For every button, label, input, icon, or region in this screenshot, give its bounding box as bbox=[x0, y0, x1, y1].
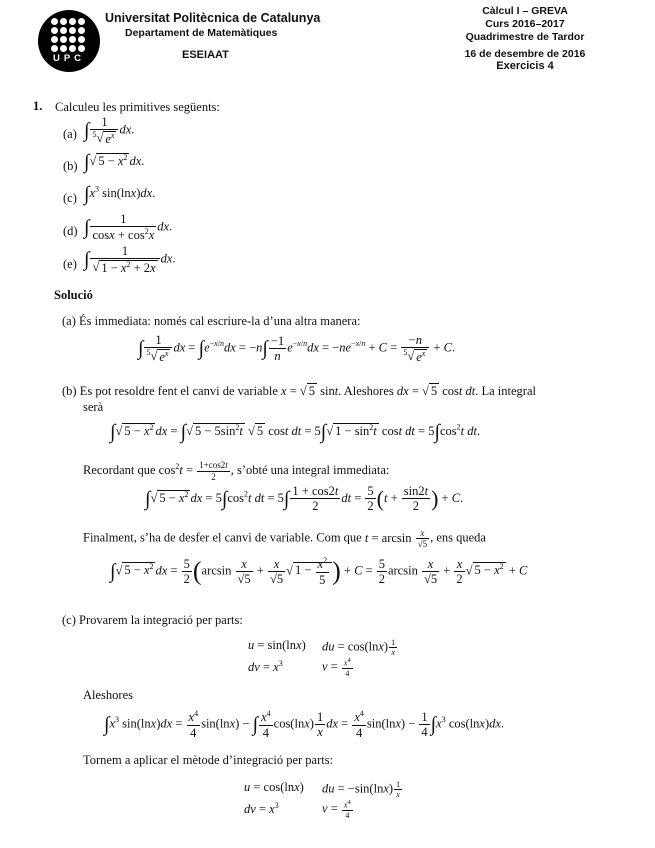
solution-b-equation1: ∫√ $5 - x^2$ dx = ∫√ $5 - 5\sin^2t$ √ 5 cost dt = 5∫√ $1 - \sin^2t$ cost dt = $5\int\cos^2t$ dt. bbox=[110, 421, 481, 443]
solution-b-equation3: ∫√ $5 - x^2$ dx = $\frac{5}{2}$ (arcsin $\frac{x}{√5}$ + $\frac{x}{√5}$ √ 1 − $\frac{x^2}{5}$ ) + C = $\frac{5}{2}$ arcsin $\frac{x}{√5}$ + $\frac{x}{2}$ √ $5 - x^2 + C$ bbox=[110, 556, 528, 587]
parts-dv-1: dv = $x^3$ bbox=[248, 659, 283, 675]
parts-v-2: v = $\frac{x^4}{4}$ bbox=[322, 799, 351, 820]
solution-heading: Solució bbox=[54, 288, 93, 302]
solution-c-then: Aleshores bbox=[83, 688, 133, 702]
item-c-integral: $\int x^3$ sin(lnx)dx. bbox=[84, 183, 156, 205]
item-e-integral: ∫ $\frac{1}{√ 1 - x^2 + 2x}$ dx. bbox=[84, 244, 176, 275]
parts-dv-2: dv = $x^3$ bbox=[244, 801, 279, 817]
solution-c-again: Tornem a aplicar el mètode d’integració per parts: bbox=[83, 753, 334, 767]
upc-logo bbox=[38, 10, 100, 72]
parts-du-2: du = −sin(lnx) $\frac{1}{x}$ bbox=[322, 780, 401, 800]
solution-b-equation2: ∫√ $5 - x^2$ dx = $5\int\cos^2t$ dt = 5∫ $\frac{1 + \cos 2t}{2}$ dt = $\frac{5}{2}$ (t + $\frac{\sin 2t}{2}$ ) + C. bbox=[145, 484, 464, 514]
course-year: Curs 2016–2017 bbox=[485, 18, 565, 30]
problem-number: 1. bbox=[33, 99, 43, 113]
problem-statement: Calculeu les primitives següents: bbox=[55, 100, 220, 114]
item-d-label: (d) bbox=[63, 224, 78, 238]
parts-du-1: du = cos(lnx) $\frac{1}{x}$ bbox=[322, 638, 396, 658]
item-d-integral: ∫ $\frac{1}{\cos x + \cos^2x}$ dx. bbox=[84, 212, 173, 243]
solution-a-text: (a) És immediata: només cal escriure-la d’una altra manera: bbox=[62, 314, 361, 328]
solution-b-recall: Recordant que $\cos^2t$ = $\frac{1+\cos 2t}{2}$ , s’obté una integral immediata: bbox=[83, 460, 390, 482]
solution-a-equation: ∫ $\frac{1}{^5√ e^x}$ dx = $\int e^{-x/n}dx = -n\int$ $\frac{-1}{n}$ $e^{-x/n}dx = -ne^{-x/n} + C$ = $\frac{-n}{^5√ e^x}$ + C. bbox=[138, 333, 456, 364]
item-a-label: (a) bbox=[63, 127, 77, 141]
item-b-integral: ∫√ $5 - x^2$ dx. bbox=[84, 151, 145, 173]
school-name: ESEIAAT bbox=[182, 49, 229, 61]
logo-text: UPC bbox=[52, 53, 86, 64]
university-name: Universitat Politècnica de Catalunya bbox=[105, 11, 321, 25]
exam-date: 16 de desembre de 2016 bbox=[464, 48, 586, 60]
solution-b-text: (b) Es pot resoldre fent el canvi de variable x = √ 5 sint. Aleshores dx = √ 5 cost dt. La integral bbox=[62, 384, 536, 398]
parts-u-2: u = cos(lnx) bbox=[244, 780, 304, 794]
item-a-integral: ∫ $\frac{1}{^5√ e^x}$ dx. bbox=[84, 115, 135, 146]
item-c-label: (c) bbox=[63, 191, 77, 205]
parts-v-1: v = $\frac{x^4}{4}$ bbox=[322, 657, 351, 678]
solution-c-equation: $\int x^3$ sin(lnx)dx = $\frac{x^4}{4}$ sin(lnx) − ∫ $\frac{x^4}{4}$ cos(lnx) $\frac{1}{x}$ dx = $\frac{x^4}{4}$ sin(lnx) − $\frac{1}{4}$ $\int x^3$ cos(lnx)dx. bbox=[104, 709, 505, 740]
solution-b-final: Finalment, s’ha de desfer el canvi de variable. Com que t = arcsin $\frac{x}{√5}$ , ens queda bbox=[83, 528, 486, 550]
course-title: Càlcul I – GREVA bbox=[482, 5, 568, 17]
course-term: Quadrimestre de Tardor bbox=[465, 31, 585, 43]
sheet-title: Exercicis 4 bbox=[496, 60, 554, 72]
item-e-label: (e) bbox=[63, 257, 77, 271]
item-b-label: (b) bbox=[63, 159, 78, 173]
solution-c-text: (c) Provarem la integració per parts: bbox=[62, 613, 243, 627]
parts-u-1: u = sin(lnx) bbox=[248, 638, 306, 652]
department-name: Departament de Matemàtiques bbox=[125, 27, 278, 39]
solution-b-text-cont: serà bbox=[83, 400, 104, 414]
